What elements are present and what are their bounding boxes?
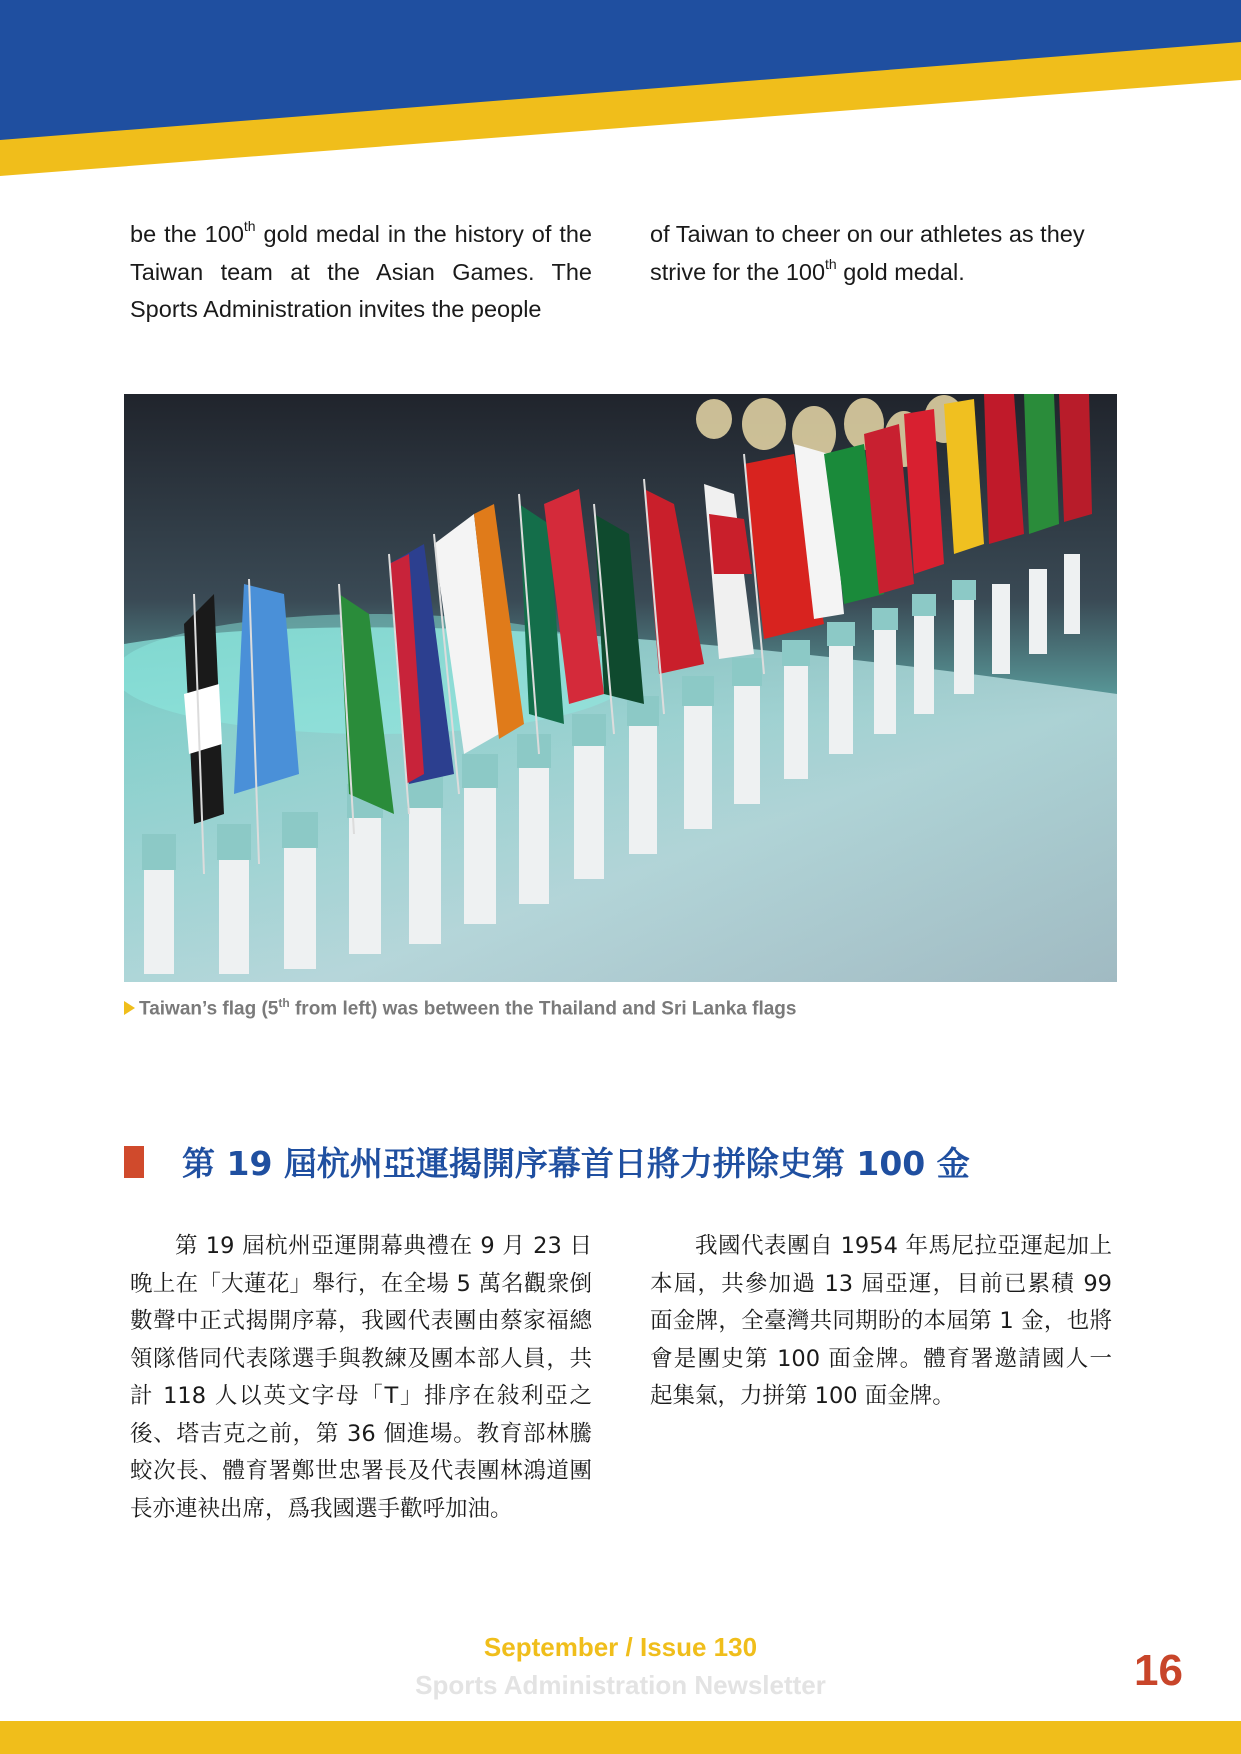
caption-text-2: from left) was between the Thailand and Sri Lanka flags: [289, 998, 797, 1020]
flag-parade-photo: [124, 394, 1117, 982]
caption-triangle-icon: [124, 1001, 135, 1015]
english-right-text-2: gold medal.: [836, 258, 965, 285]
footer-bar: [0, 1721, 1241, 1754]
section-title: 第 19 屆杭州亞運揭開序幕首日將力拼除史第 100 金: [182, 1144, 970, 1183]
header-banner: [0, 0, 1241, 180]
english-right-sup: th: [825, 255, 837, 272]
caption-text-1: Taiwan’s flag (5: [139, 998, 279, 1020]
english-column-right: [650, 216, 1112, 291]
english-column-left: [130, 216, 592, 329]
english-left-text-2: gold medal in the history of the Taiwan team at the Asian Games. The Sports Administration invites the people: [130, 221, 592, 322]
page-number: 16: [1134, 1646, 1183, 1695]
footer-issue: September / Issue 130: [483, 1632, 758, 1662]
english-left-text-1: be the 100: [130, 221, 244, 247]
caption-sup: th: [278, 996, 290, 1010]
chinese-column-left: [130, 1228, 592, 1528]
footer-newsletter-name: Sports Administration Newsletter: [415, 1670, 826, 1700]
chinese-paragraph-right: 我國代表團自 1954 年馬尼拉亞運起加上本屆，共參加過 13 屆亞運，目前已累積 99 面金牌，全臺灣共同期盼的本屆第 1 金，也將會是團史第 100 面金牌。體育署邀請國人一起集氣，力拼第 100 面金牌。: [650, 1233, 1112, 1409]
chinese-paragraph-left: 第 19 屆杭州亞運開幕典禮在 9 月 23 日晚上在「大蓮花」舉行，在全場 5 萬名觀衆倒數聲中正式揭開序幕，我國代表團由蔡家福總領隊偕同代表隊選手與教練及團本部人員，共計 118 人以英文字母「T」排序在敍利亞之後、塔吉克之前，第 36 個進場。教育部林騰蛟次長、體育署鄭世忠署長及代表團林鴻道團長亦連袂出席，爲我國選手歡呼加油。: [130, 1233, 592, 1522]
section-marker: [124, 1146, 144, 1178]
english-right-text-1: of Taiwan to cheer on our athletes as they strive for the 100: [650, 221, 1085, 285]
photo-caption: [124, 996, 796, 1020]
chinese-column-right: [650, 1228, 1112, 1416]
english-left-sup: th: [243, 218, 256, 235]
